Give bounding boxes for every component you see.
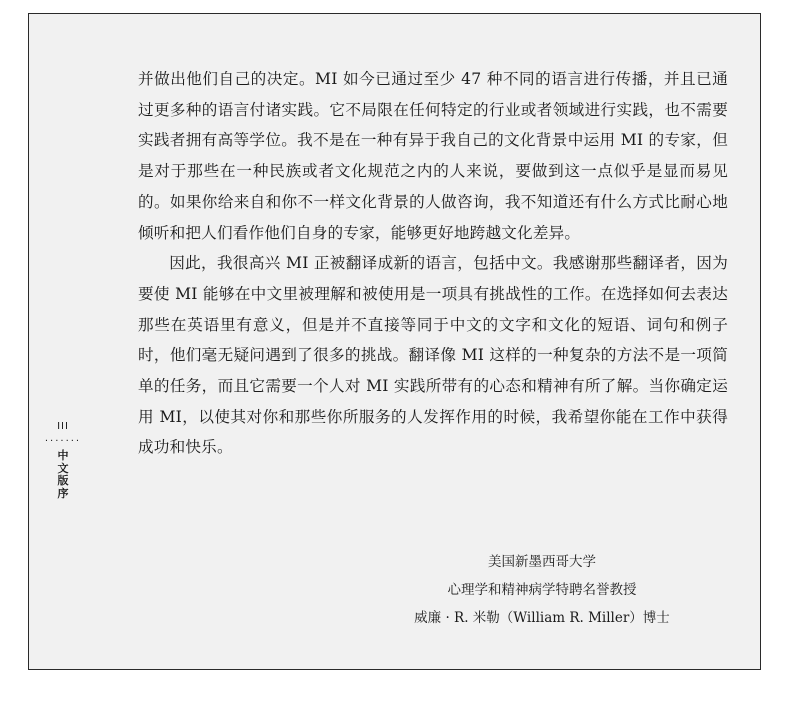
side-folio [32, 420, 94, 500]
folio-dots: ....... [44, 433, 82, 444]
paragraph-1: 并做出他们自己的决定。MI 如今已通过至少 47 种不同的语言进行传播，并且已通过更多种的语言付诸实践。它不局限在任何特定的行业或者领域进行实践，也不需要实践者拥有高等学位。我不是在一种有异于我自己的文化背景中运用 MI 的专家，但是对于那些在一种民族或者文化规范之内的人来说，要做到这一点似乎是显而易见的。如果你给来自和你不一样文化背景的人做咨询，我不知道还有什么方式比耐心地倾听和把人们看作他们自身的专家，能够更好地跨越文化差异。 [138, 70, 728, 242]
signature-institution: 美国新墨西哥大学 [488, 554, 596, 570]
page-number: III [57, 421, 69, 432]
paragraph-2: 因此，我很高兴 MI 正被翻译成新的语言，包括中文。我感谢那些翻译者，因为要使 MI 能够在中文里被理解和被使用是一项具有挑战性的工作。在选择如何去表达那些在英语里有意义，但是并不直接等同于中文的文字和文化的短语、词句和例子时，他们毫无疑问遇到了很多的挑战。翻译像 MI 这样的一种复杂的方法不是一项简单的任务，而且它需要一个人对 MI 实践所带有的心态和精神有所了解。当你确定运用 MI，以使其对你和那些你所服务的人发挥作用的时候，我希望你能在工作中获得成功和快乐。 [138, 254, 728, 457]
section-label: 中文版序 [57, 449, 69, 500]
body-text [138, 64, 728, 463]
signature-name: 威廉 · R. 米勒（William R. Miller）博士 [414, 610, 670, 626]
signature-block [392, 548, 692, 632]
signature-title: 心理学和精神病学特聘名誉教授 [447, 582, 637, 598]
